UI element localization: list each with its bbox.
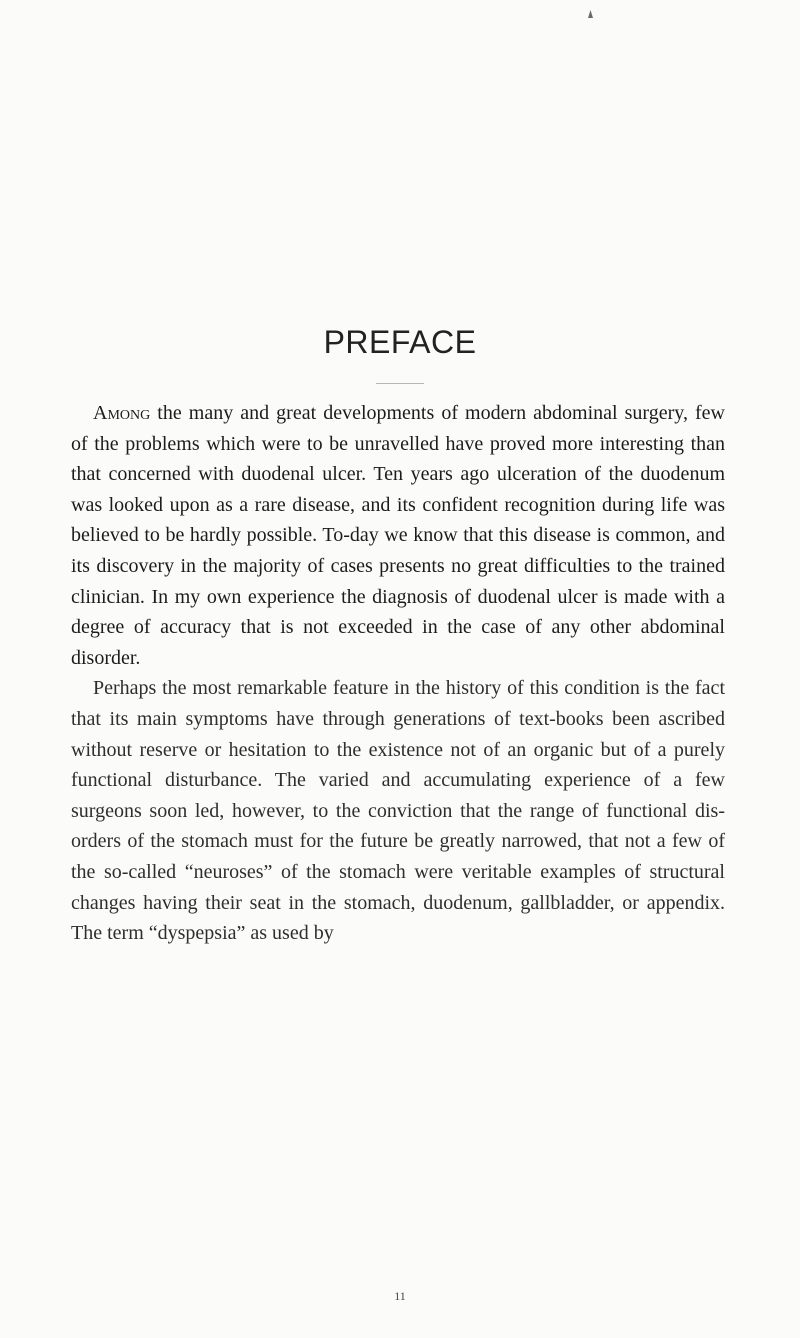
paragraph-1-lead: Among (93, 402, 151, 424)
page-number: 11 (394, 1289, 406, 1303)
heading-divider (376, 383, 424, 384)
corner-ink-mark (588, 10, 593, 18)
page-heading: PREFACE (323, 324, 477, 360)
paragraph-1-text: the many and great developments of modern abdominal surgery, few of the problems which were to be unravelled have proved more interesting than that concerned with duodenal ulcer. Ten years ago ulceration of the duodenum was looked upon as a rare disease, and its confident recognition during life was believed to be hardly possible. To-day we know that this disease is common, and its discovery in the majority of cases presents no great difficulties to the trained clinician. In my own experience the diagnosis of duodenal ulcer is made with a degree of accuracy that is not exceeded in the case of any other abdominal disorder. (71, 402, 725, 669)
body-text (71, 398, 725, 949)
paragraph-2: Perhaps the most remarkable feature in the history of this condition is the fact that its main symptoms have through generations of text-books been ascribed without reserve or hesitation to the existence not of an organic but of a purely functional disturbance. The varied and accumulating experience of a few surgeons soon led, however, to the conviction that the range of functional disorders of the stomach must for the future be greatly narrowed, that not a few of the so-called “neuroses” of the stomach were veritable examples of structural changes having their seat in the stomach, duodenum, gallbladder, or appendix. The term “dyspepsia” as used by (71, 677, 725, 945)
paragraph-1 (71, 398, 725, 673)
